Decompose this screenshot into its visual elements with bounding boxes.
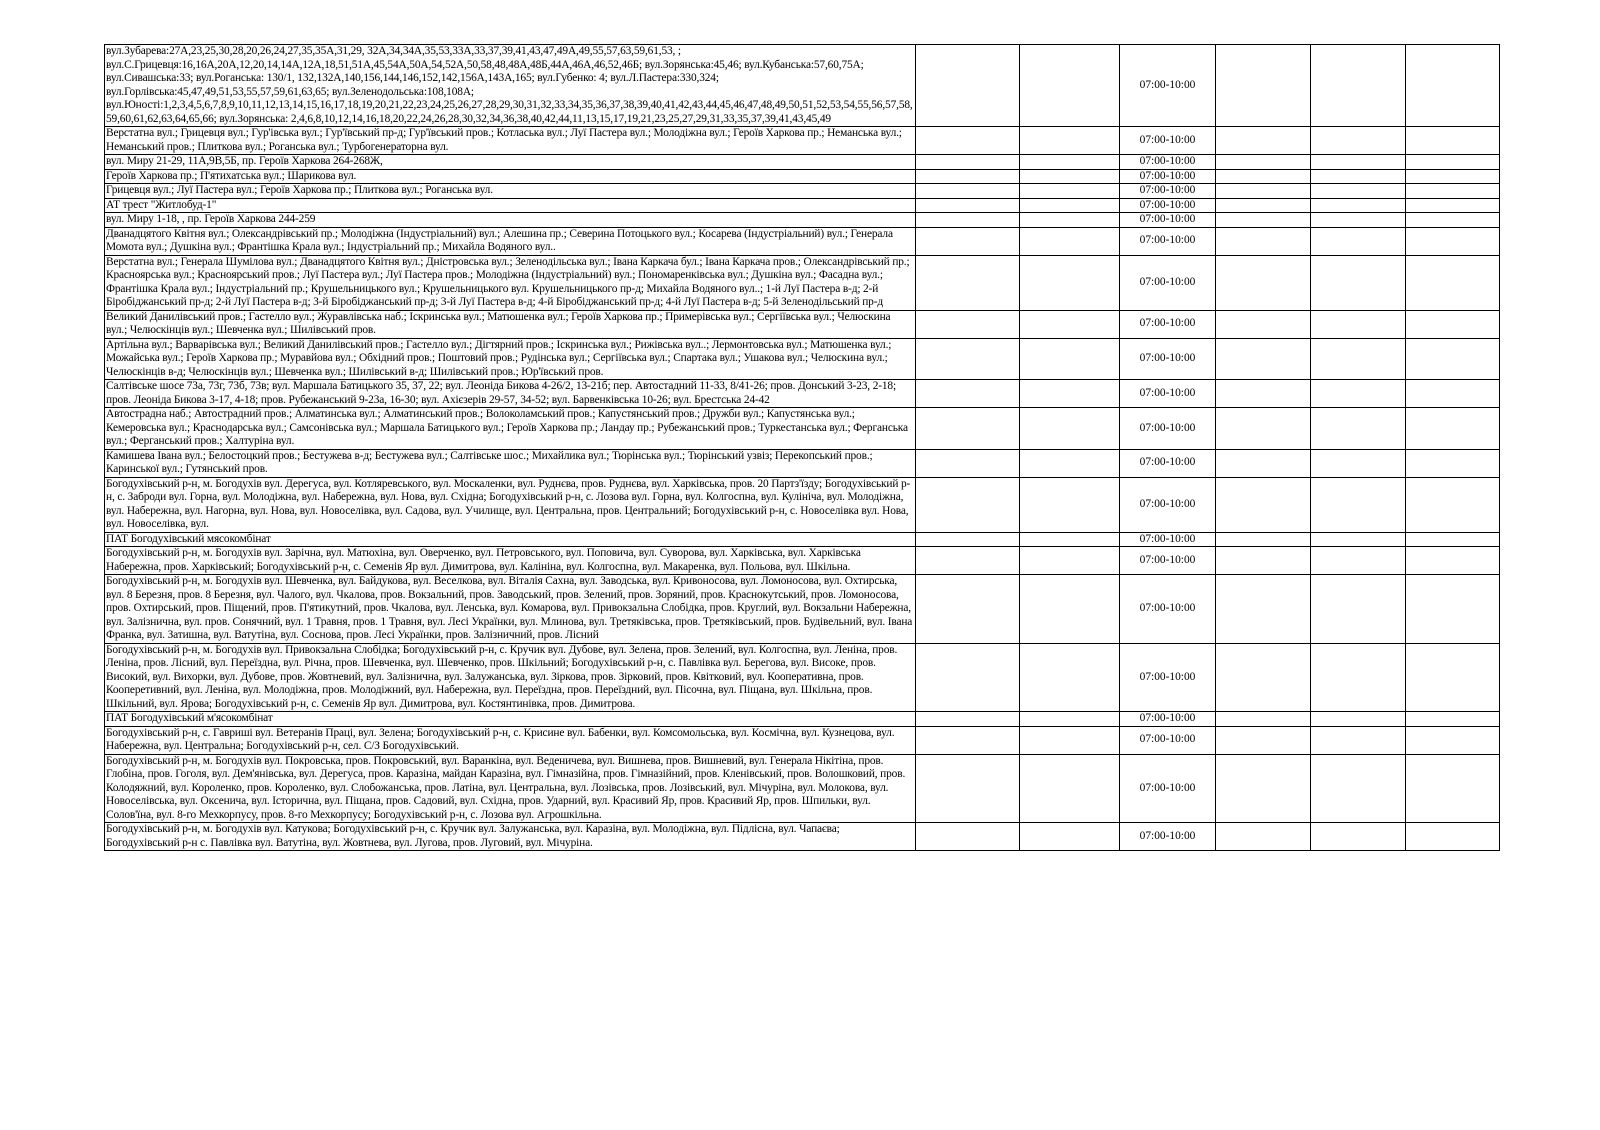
time-cell: 07:00-10:00 — [1120, 754, 1216, 823]
empty-cell-7 — [1406, 310, 1500, 338]
empty-cell-6 — [1311, 726, 1406, 754]
empty-cell-7 — [1406, 823, 1500, 851]
address-cell: вул.Зубарева:27А,23,25,30,28,20,26,24,27,35,35А,31,29, 32А,34,34А,35,53,33А,33,37,39,41,43,47,49А,49,55,57,63,59,61,53, ; вул.С.Грицевця:16,16А,20А,12,20,14,14А,12А,18,51,51А,45,54А,50А,54,52А,50,58,48,48А,48Б,44А,46А,46,52,46Б; вул.Зорянська:45,46; вул.Кубанська:57,60,75А; вул.Сивашська:33; вул.Роганська: 130/1, 132,132А,140,156,144,146,152,142,156А,143А,165; вул.Губенко: 4; вул.Л.Пастера:330,324; вул.Горлівська:45,47,49,51,53,55,57,59,61,63,65; вул.Зеленодольська:108,108А; вул.Юності:1,2,3,4,5,6,7,8,9,10,11,12,13,14,15,16,17,18,19,20,21,22,23,24,25,26,27,28,29,30,31,32,33,34,35,36,37,38,39,40,41,42,43,44,45,46,47,48,49,50,51,52,53,54,55,56,57,58,59,60,61,62,63,64,65,66; вул.Зорянська: 2,4,6,8,10,12,14,16,18,20,22,24,26,28,30,32,34,36,38,40,42,44,11,13,15,17,19,21,23,25,27,29,31,33,35,37,39,41,43,45,49 — [105, 45, 916, 127]
empty-cell-7 — [1406, 547, 1500, 575]
empty-cell-6 — [1311, 227, 1406, 255]
empty-cell-3 — [1020, 712, 1120, 727]
empty-cell-6 — [1311, 532, 1406, 547]
address-cell: Грицевця вул.; Луї Пастера вул.; Героїв Харкова пр.; Плиткова вул.; Роганська вул. — [105, 184, 916, 199]
time-cell: 07:00-10:00 — [1120, 255, 1216, 310]
empty-cell-3 — [1020, 823, 1120, 851]
table-row — [105, 726, 1500, 754]
empty-cell-7 — [1406, 643, 1500, 712]
empty-cell-5 — [1216, 380, 1311, 408]
table-row — [105, 532, 1500, 547]
empty-cell-7 — [1406, 477, 1500, 532]
empty-cell-5 — [1216, 184, 1311, 199]
table-row — [105, 575, 1500, 644]
empty-cell-3 — [1020, 127, 1120, 155]
empty-cell-5 — [1216, 227, 1311, 255]
empty-cell-5 — [1216, 45, 1311, 127]
address-cell: Артільна вул.; Варварівська вул.; Великий Данилівський пров.; Гастелло вул.; Дігтярний пров.; Іскринська вул.; Рижівська вул..; Лермонтовська вул.; Матюшенка вул.; Можайська вул.; Героїв Харкова пр.; Муравйова вул.; Обхідний пров.; Поштовий пров.; Рудінська вул.; Сергіївська вул.; Спартака вул.; Ушакова вул.; Челюскина вул.; Челюскінців в-д; Челюскінців вул.; Шевченка вул.; Шилівський в-д; Шилівський пров.; Юр'ївський пров. — [105, 338, 916, 380]
address-cell: Салтівське шосе 73а, 73г, 73б, 73в; вул. Маршала Батицького 35, 37, 22; вул. Леоніда Бикова 4-26/2, 13-21б; пер. Автостадний 11-33, 8/41-26; пров. Донський 3-23, 2-18; пров. Леоніда Бикова 3-17, 4-18; пров. Рубежанський 9-23а, 16-30; вул. Ахієзерів 29-57, 34-52; вул. Барвенківська 10-26; вул. Брестська 24-42 — [105, 380, 916, 408]
empty-cell-2 — [916, 213, 1020, 228]
table-row — [105, 643, 1500, 712]
empty-cell-7 — [1406, 255, 1500, 310]
empty-cell-6 — [1311, 547, 1406, 575]
empty-cell-2 — [916, 155, 1020, 170]
table-row — [105, 547, 1500, 575]
empty-cell-2 — [916, 823, 1020, 851]
table-row — [105, 198, 1500, 213]
empty-cell-6 — [1311, 575, 1406, 644]
empty-cell-5 — [1216, 127, 1311, 155]
address-cell: Великий Данилівський пров.; Гастелло вул.; Журавлівська наб.; Іскринська вул.; Матюшенка вул.; Героїв Харкова пр.; Примерівська вул.; Сергіївська вул.; Челюскина вул.; Челюскінців вул.; Шевченка вул.; Шилівський пров. — [105, 310, 916, 338]
empty-cell-3 — [1020, 575, 1120, 644]
empty-cell-3 — [1020, 380, 1120, 408]
empty-cell-3 — [1020, 45, 1120, 127]
empty-cell-2 — [916, 575, 1020, 644]
empty-cell-6 — [1311, 449, 1406, 477]
empty-cell-2 — [916, 227, 1020, 255]
empty-cell-2 — [916, 310, 1020, 338]
empty-cell-3 — [1020, 184, 1120, 199]
time-cell: 07:00-10:00 — [1120, 408, 1216, 450]
empty-cell-7 — [1406, 449, 1500, 477]
address-cell: Богодухівський р-н, м. Богодухів вул. Зарічна, вул. Матюхіна, вул. Оверченко, вул. Петровського, вул. Поповича, вул. Суворова, вул. Харківська, вул. Харківська Набережна, пров. Харківський; Богодухівський р-н, с. Семенів Яр вул. Димитрова, вул. Калініна, вул. Колгоспна, вул. Макаренка, вул. Польова, вул. Шкільна. — [105, 547, 916, 575]
time-cell: 07:00-10:00 — [1120, 227, 1216, 255]
time-cell: 07:00-10:00 — [1120, 547, 1216, 575]
empty-cell-6 — [1311, 643, 1406, 712]
empty-cell-7 — [1406, 712, 1500, 727]
empty-cell-2 — [916, 169, 1020, 184]
empty-cell-2 — [916, 255, 1020, 310]
empty-cell-5 — [1216, 575, 1311, 644]
address-cell: Богодухівський р-н, с. Гавриші вул. Ветеранів Праці, вул. Зелена; Богодухівський р-н, с. Крисине вул. Бабенки, вул. Комсомольська, вул. Космічна, вул. Кузнецова, вул. Набережна, вул. Центральна; Богодухівський р-н, сел. С/З Богодухівський. — [105, 726, 916, 754]
time-cell: 07:00-10:00 — [1120, 449, 1216, 477]
table-row — [105, 712, 1500, 727]
empty-cell-3 — [1020, 532, 1120, 547]
table-row — [105, 823, 1500, 851]
empty-cell-7 — [1406, 213, 1500, 228]
table-row — [105, 213, 1500, 228]
empty-cell-6 — [1311, 823, 1406, 851]
empty-cell-5 — [1216, 726, 1311, 754]
empty-cell-6 — [1311, 338, 1406, 380]
empty-cell-2 — [916, 338, 1020, 380]
table-row — [105, 310, 1500, 338]
empty-cell-2 — [916, 449, 1020, 477]
time-cell: 07:00-10:00 — [1120, 213, 1216, 228]
empty-cell-6 — [1311, 477, 1406, 532]
empty-cell-2 — [916, 198, 1020, 213]
empty-cell-3 — [1020, 754, 1120, 823]
empty-cell-5 — [1216, 477, 1311, 532]
empty-cell-3 — [1020, 169, 1120, 184]
empty-cell-3 — [1020, 213, 1120, 228]
address-cell: вул. Миру 1-18, , пр. Героїв Харкова 244-259 — [105, 213, 916, 228]
address-cell: ПАТ Богодухівський мясокомбінат — [105, 532, 916, 547]
address-cell: АТ трест "Житлобуд-1" — [105, 198, 916, 213]
address-cell: Богодухівський р-н, м. Богодухів вул. Дерегуса, вул. Котляревського, вул. Москаленки, вул. Руднєва, пров. Руднєва, вул. Харківська, пров. 20 Партз'їзду; Богодухівський р-н, с. Заброди вул. Горна, вул. Молодіжна, вул. Набережна, вул. Нова, вул. Східна; Богодухівський р-н, с. Лозова вул. Горна, вул. Колгоспна, вул. Кулініча, вул. Молодіжна, вул. Набережна, вул. Нагорна, вул. Нова, вул. Новоселівка, вул. Садова, вул. Училище, вул. Центральна, пров. Центральний; Богодухівський р-н, с. Новоселівка вул. Нова, вул. Новоселівка, вул. — [105, 477, 916, 532]
empty-cell-3 — [1020, 408, 1120, 450]
table-row — [105, 127, 1500, 155]
time-cell: 07:00-10:00 — [1120, 127, 1216, 155]
empty-cell-7 — [1406, 198, 1500, 213]
empty-cell-2 — [916, 532, 1020, 547]
empty-cell-5 — [1216, 712, 1311, 727]
empty-cell-7 — [1406, 575, 1500, 644]
empty-cell-3 — [1020, 310, 1120, 338]
empty-cell-6 — [1311, 198, 1406, 213]
empty-cell-3 — [1020, 449, 1120, 477]
address-cell: Камишева Івана вул.; Белостоцкий пров.; Бестужева в-д; Бестужева вул.; Салтівське шос.; Михайлика вул.; Тюрінська вул.; Тюрінський узвіз; Перекопський пров.; Каринської вул.; Гутянський пров. — [105, 449, 916, 477]
outage-schedule-table — [104, 44, 1500, 851]
empty-cell-7 — [1406, 127, 1500, 155]
address-cell: Автострадна наб.; Автострадний пров.; Алматинська вул.; Алматинський пров.; Волоколамський пров.; Капустянський пров.; Дружби вул.; Капустянська вул.; Кемеровська вул.; Краснодарська вул.; Самсонівська вул.; Маршала Батицького вул.; Героїв Харкова пр.; Ландау пр.; Рубежанський пров.; Туркестанська вул.; Ферганська вул.; Ферганський пров.; Халтуріна вул. — [105, 408, 916, 450]
time-cell: 07:00-10:00 — [1120, 712, 1216, 727]
time-cell: 07:00-10:00 — [1120, 45, 1216, 127]
empty-cell-6 — [1311, 184, 1406, 199]
empty-cell-6 — [1311, 127, 1406, 155]
time-cell: 07:00-10:00 — [1120, 532, 1216, 547]
time-cell: 07:00-10:00 — [1120, 823, 1216, 851]
empty-cell-7 — [1406, 338, 1500, 380]
empty-cell-2 — [916, 127, 1020, 155]
table-body — [105, 45, 1500, 851]
empty-cell-3 — [1020, 477, 1120, 532]
empty-cell-7 — [1406, 532, 1500, 547]
table-row — [105, 255, 1500, 310]
empty-cell-7 — [1406, 754, 1500, 823]
time-cell: 07:00-10:00 — [1120, 169, 1216, 184]
empty-cell-5 — [1216, 823, 1311, 851]
time-cell: 07:00-10:00 — [1120, 477, 1216, 532]
empty-cell-5 — [1216, 310, 1311, 338]
empty-cell-5 — [1216, 643, 1311, 712]
table-row — [105, 155, 1500, 170]
address-cell: Богодухівський р-н, м. Богодухів вул. Шевченка, вул. Байдукова, вул. Веселкова, вул. Віталія Сахна, вул. Заводська, вул. Кривоносова, вул. Ломоносова, вул. Охтирська, вул. 8 Березня, пров. 8 Березня, вул. Чалого, вул. Чкалова, пров. Вокзальний, пров. Заводський, пров. Зелений, пров. Зоряний, пров. Краснокутський, пров. Ломоносова, пров. Охтирський, пров. Піщений, пров. П'ятикутний, пров. Чкалова, вул. Ленська, вул. Комарова, вул. Привокзальна Слобідка, пров. Круглий, вул. Вокзальни Набережна, вул. Залізнична, вул. пров. Сонячний, вул. 1 Травня, пров. 1 Травня, вул. Лесі Українки, вул. Млинова, вул. Третяківська, пров. Третяківський, пров. Будівельний, вул. Івана Франка, вул. Затишна, вул. Ватутіна, вул. Соснова, пров. Лесі Українки, пров. Залізничний, пров. Лісний — [105, 575, 916, 644]
empty-cell-3 — [1020, 726, 1120, 754]
address-cell: вул. Миру 21-29, 11А,9В,5Б, пр. Героїв Харкова 264-268Ж, — [105, 155, 916, 170]
empty-cell-6 — [1311, 169, 1406, 184]
time-cell: 07:00-10:00 — [1120, 726, 1216, 754]
address-cell: Героїв Харкова пр.; П'ятихатська вул.; Шарикова вул. — [105, 169, 916, 184]
time-cell: 07:00-10:00 — [1120, 184, 1216, 199]
empty-cell-3 — [1020, 227, 1120, 255]
time-cell: 07:00-10:00 — [1120, 338, 1216, 380]
time-cell: 07:00-10:00 — [1120, 380, 1216, 408]
empty-cell-7 — [1406, 408, 1500, 450]
empty-cell-3 — [1020, 547, 1120, 575]
empty-cell-5 — [1216, 338, 1311, 380]
time-cell: 07:00-10:00 — [1120, 310, 1216, 338]
empty-cell-5 — [1216, 449, 1311, 477]
address-cell: Богодухівський р-н, м. Богодухів вул. Покровська, пров. Покровський, вул. Варанкіна, вул. Веденичева, вул. Вишнева, пров. Вишневий, вул. Генерала Нікітіна, пров. Глобіна, пров. Гоголя, вул. Дем'янівська, вул. Дерегуса, пров. Каразіна, майдан Каразіна, вул. Гімназійна, пров. Гімназійний, пров. Кленівський, пров. Волошковий, пров. Колодяжний, вул. Короленко, пров. Короленко, вул. Слобожанська, пров. Латіна, вул. Центральна, вул. Лозівська, пров. Лозівський, вул. Мічуріна, вул. Молокова, вул. Новоселівська, вул. Оксенича, вул. Історична, вул. Піщана, пров. Садовий, вул. Східна, пров. Ударний, вул. Красивий Яр, пров. Красивий Яр, пров. Шпильки, вул. Солов'їна, вул. 8-го Мехкорпусу, пров. 8-го Мехкорпусу; Богодухівський р-н, с. Лозова вул. Агрошкільна. — [105, 754, 916, 823]
empty-cell-5 — [1216, 198, 1311, 213]
empty-cell-5 — [1216, 532, 1311, 547]
empty-cell-5 — [1216, 408, 1311, 450]
empty-cell-2 — [916, 184, 1020, 199]
empty-cell-2 — [916, 643, 1020, 712]
address-cell: Богодухівський р-н, м. Богодухів вул. Привокзальна Слобідка; Богодухівський р-н, с. Кручик вул. Дубове, вул. Зелена, пров. Зелений, вул. Колгоспна, вул. Леніна, пров. Леніна, пров. Лісний, вул. Переїздна, вул. Річна, пров. Шевченка, вул. Шевченко, пров. Шкільний; Богодухівський р-н, с. Павлівка вул. Берегова, вул. Високе, пров. Високий, вул. Вихорки, вул. Дубове, пров. Жовтневий, вул. Залізнична, вул. Залужанська, вул. Зіркова, пров. Зірковий, пров. Квітковий, вул. Кооперативна, пров. Кооперетивний, вул. Леніна, вул. Молодіжна, пров. Молодіжний, вул. Набережна, вул. Переїздна, пров. Переїздний, вул. Пісочна, вул. Піщана, вул. Шкільна, пров. Шкільний, вул. Ярова; Богодухівський р-н, с. Семенів Яр вул. Димитрова, вул. Костянтинівка, пров. Димитрова. — [105, 643, 916, 712]
empty-cell-3 — [1020, 643, 1120, 712]
empty-cell-3 — [1020, 338, 1120, 380]
empty-cell-2 — [916, 380, 1020, 408]
table-row — [105, 754, 1500, 823]
address-cell: Верстатна вул.; Генерала Шумілова вул.; Дванадцятого Квітня вул.; Дністровська вул.; Зеленодільська вул.; Івана Каркача бул.; Івана Каркача пров.; Олександрівський пр.; Красноярська вул.; Красноярський пров.; Луї Пастера вул.; Луї Пастера пров.; Молодіжна (Індустріальний) вул.; Пономаренківська вул.; Душкіна вул.; Фасадна вул.; Франтішка Крала вул.; Індустріальний пр.; Крушельницького вул.; Крушельницького вул. Крушельницького пр-д; Михайла Водяного вул..; 1-й Луї Пастера в-д; 2-й Біробіджанський пр-д; 2-й Луї Пастера в-д; 3-й Біробіджанський пр-д; 3-й Луї Пастера в-д; 4-й Біробіджанський пр-д; 4-й Луї Пастера в-д; 5-й Зеленодільський пр-д — [105, 255, 916, 310]
empty-cell-6 — [1311, 255, 1406, 310]
empty-cell-6 — [1311, 712, 1406, 727]
table-row — [105, 477, 1500, 532]
empty-cell-5 — [1216, 754, 1311, 823]
table-row — [105, 380, 1500, 408]
address-cell: ПАТ Богодухівський м'ясокомбінат — [105, 712, 916, 727]
empty-cell-7 — [1406, 155, 1500, 170]
empty-cell-7 — [1406, 45, 1500, 127]
table-row — [105, 408, 1500, 450]
table-row — [105, 227, 1500, 255]
address-cell: Богодухівський р-н, м. Богодухів вул. Катукова; Богодухівський р-н, с. Кручик вул. Залужанська, вул. Каразіна, вул. Молодіжна, вул. Підлісна, вул. Чапаєва; Богодухівський р-н с. Павлівка вул. Ватутіна, вул. Жовтнева, вул. Лугова, пров. Луговий, вул. Мічуріна. — [105, 823, 916, 851]
empty-cell-7 — [1406, 726, 1500, 754]
address-cell: Верстатна вул.; Грицевця вул.; Гур'івська вул.; Гур'ївський пр-д; Гур'ївський пров.; Котласька вул.; Луї Пастера вул.; Молодіжна вул.; Героїв Харкова пр.; Неманська вул.; Неманський пров.; Плиткова вул.; Роганська вул.; Турбогенераторна вул. — [105, 127, 916, 155]
empty-cell-6 — [1311, 380, 1406, 408]
empty-cell-2 — [916, 754, 1020, 823]
empty-cell-6 — [1311, 213, 1406, 228]
empty-cell-6 — [1311, 408, 1406, 450]
empty-cell-5 — [1216, 155, 1311, 170]
time-cell: 07:00-10:00 — [1120, 575, 1216, 644]
empty-cell-7 — [1406, 380, 1500, 408]
empty-cell-6 — [1311, 310, 1406, 338]
address-cell: Дванадцятого Квітня вул.; Олександрівський пр.; Молодіжна (Індустріальний) вул.; Алешина пр.; Северина Потоцького вул.; Косарева (Індустріальний) вул.; Генерала Момота вул.; Душкіна вул.; Франтішка Крала вул.; Індустріальний пр.; Михайла Водяного вул.. — [105, 227, 916, 255]
table-row — [105, 449, 1500, 477]
empty-cell-7 — [1406, 169, 1500, 184]
empty-cell-2 — [916, 477, 1020, 532]
empty-cell-2 — [916, 726, 1020, 754]
table-row — [105, 45, 1500, 127]
table-row — [105, 169, 1500, 184]
table-row — [105, 338, 1500, 380]
empty-cell-5 — [1216, 255, 1311, 310]
empty-cell-2 — [916, 408, 1020, 450]
empty-cell-6 — [1311, 45, 1406, 127]
empty-cell-3 — [1020, 155, 1120, 170]
empty-cell-7 — [1406, 184, 1500, 199]
empty-cell-3 — [1020, 255, 1120, 310]
empty-cell-2 — [916, 45, 1020, 127]
empty-cell-5 — [1216, 547, 1311, 575]
table-row — [105, 184, 1500, 199]
time-cell: 07:00-10:00 — [1120, 198, 1216, 213]
empty-cell-6 — [1311, 155, 1406, 170]
time-cell: 07:00-10:00 — [1120, 155, 1216, 170]
empty-cell-2 — [916, 547, 1020, 575]
time-cell: 07:00-10:00 — [1120, 643, 1216, 712]
empty-cell-6 — [1311, 754, 1406, 823]
empty-cell-7 — [1406, 227, 1500, 255]
empty-cell-3 — [1020, 198, 1120, 213]
empty-cell-2 — [916, 712, 1020, 727]
empty-cell-5 — [1216, 169, 1311, 184]
empty-cell-5 — [1216, 213, 1311, 228]
